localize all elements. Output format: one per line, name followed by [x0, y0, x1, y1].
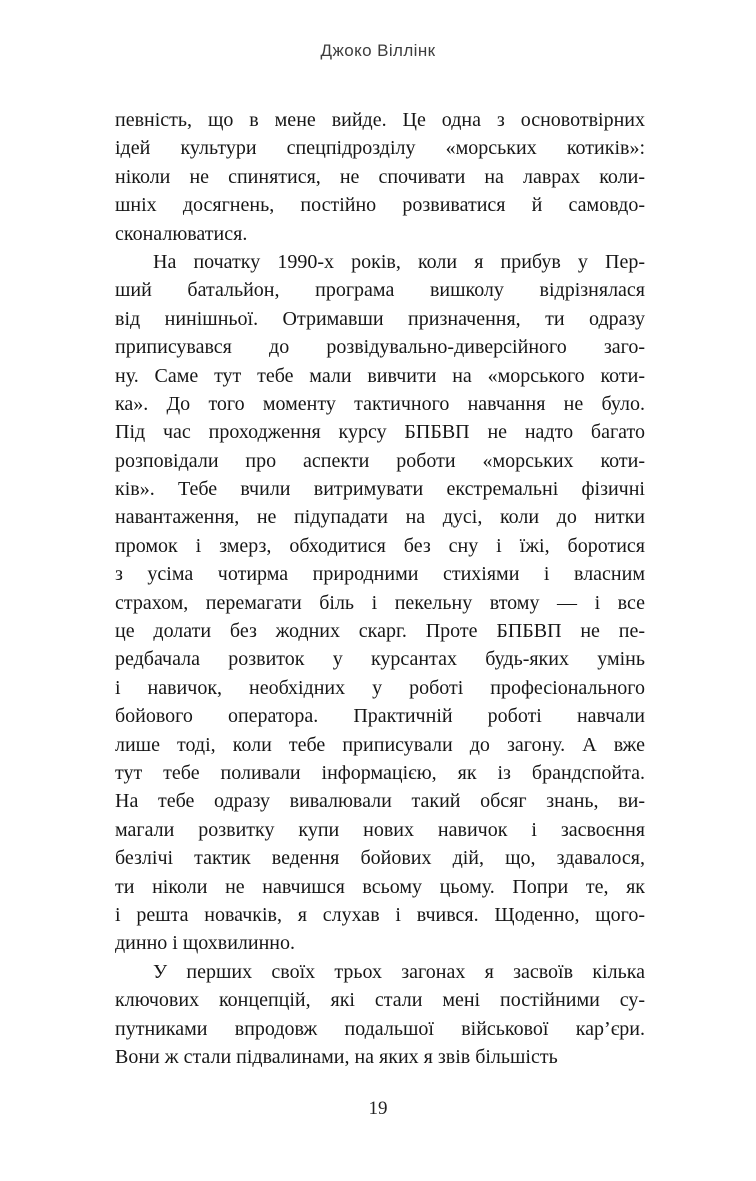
text-line: певність, що в мене вийде. Це одна з основотвірних	[115, 109, 645, 131]
text-line: тут тебе поливали інформацією, як із брандспойта.	[115, 761, 645, 784]
text-line: У перших своїх трьох загонах я засвоїв кілька	[153, 960, 645, 983]
text-line: ший батальйон, програма вишколу відрізнялася	[115, 279, 645, 302]
text-line: це долати без жодних скарг. Проте БПБВП не пе-	[115, 620, 645, 643]
text-line: ків». Тебе вчили витримувати екстремальні фізичні	[115, 478, 645, 501]
text-line: редбачала розвиток у курсантах будь-яких умінь	[115, 648, 645, 671]
text-line: і навичок, необхідних у роботі професіонального	[115, 676, 645, 699]
text-line: від нинішньої. Отримавши призначення, ти одразу	[115, 307, 645, 330]
text-line: безлічі тактик ведення бойових дій, що, здавалося,	[115, 847, 645, 870]
text-line: сконалюватися.	[115, 222, 248, 245]
running-head: Джоко Віллінк	[320, 41, 436, 60]
text-line: навантаження, не підупадати на дусі, коли до нитки	[115, 506, 645, 529]
text-line: бойового оператора. Практичній роботі навчали	[115, 705, 645, 728]
text-line: Вони ж стали підвалинами, на яких я звів більшість	[115, 1045, 558, 1068]
text-line: ідей культури спецпідрозділу «морських котиків»:	[115, 137, 645, 160]
text-line: ти ніколи не навчишся всьому цьому. Попри те, як	[115, 875, 645, 898]
text-line: з усіма чотирма природними стихіями і власним	[115, 563, 645, 586]
text-line: магали розвитку купи нових навичок і засвоєння	[115, 818, 645, 841]
paragraph	[115, 106, 645, 248]
page-number: 19	[368, 1098, 388, 1119]
text-line: розповідали про аспекти роботи «морських коти-	[115, 449, 645, 472]
text-line: шніх досягнень, постійно розвиватися й самовдо-	[115, 194, 645, 217]
text-line: страхом, перемагати біль і пекельну втому — і все	[115, 591, 645, 614]
text-line: промок і змерз, обходитися без сну і їжі, боротися	[115, 534, 645, 557]
text-line: ніколи не спинятися, не спочивати на лаврах коли-	[115, 165, 645, 188]
text-line: лише тоді, коли тебе приписували до загону. А вже	[115, 733, 645, 756]
text-line: ну. Саме тут тебе мали вивчити на «морського коти-	[115, 364, 645, 387]
text-line: путниками впродовж подальшої військової кар’єри.	[115, 1017, 645, 1040]
text-line: На початку 1990-х років, коли я прибув у Пер-	[153, 250, 645, 273]
text-line: динно і щохвилинно.	[115, 932, 295, 955]
text-line: приписувався до розвідувально-диверсійного заго-	[115, 336, 645, 359]
text-line: ключових концепцій, які стали мені постійними су-	[115, 989, 645, 1012]
text-line: Під час проходження курсу БПБВП не надто багато	[115, 421, 645, 444]
text-line: ка». До того моменту тактичного навчання не було.	[115, 392, 645, 415]
paragraph	[115, 248, 645, 958]
text-line: і решта новачків, я слухав і вчився. Щоденно, щого-	[115, 903, 645, 926]
text-block	[115, 106, 645, 1071]
text-line: На тебе одразу вивалювали такий обсяг знань, ви-	[115, 790, 645, 813]
paragraph	[115, 958, 645, 1072]
